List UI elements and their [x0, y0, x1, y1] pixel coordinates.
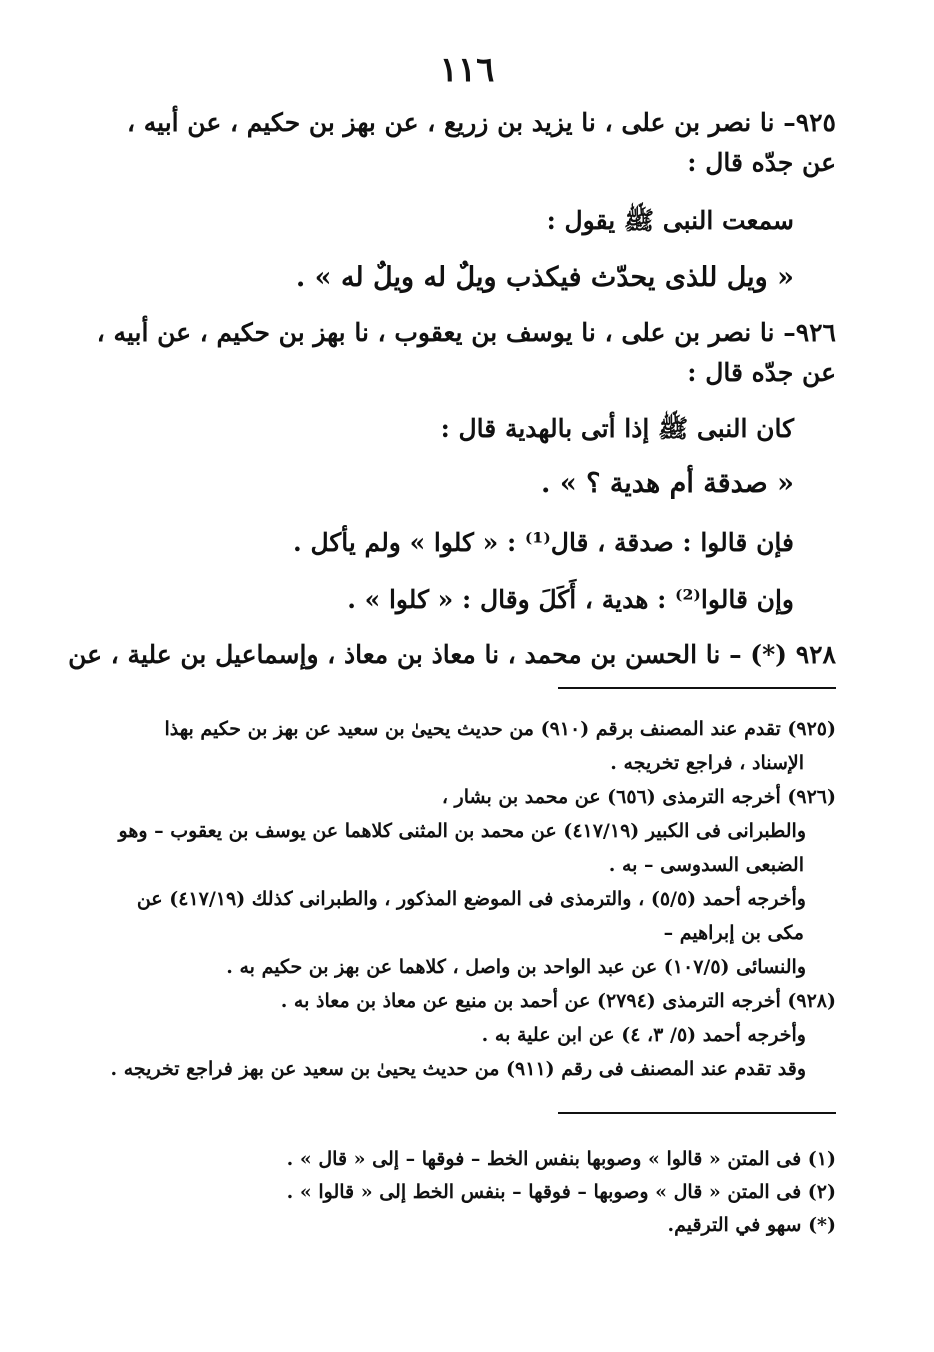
note-line: الضبعى السدوسى – به . — [608, 854, 804, 876]
hadith-925-line-2: عن جدّه قال : — [687, 148, 836, 177]
footnote-star: (*) سهو في الترقيم. — [667, 1214, 836, 1236]
hadith-926-line-6: وإن قالوا⁽²⁾ : هدية ، أَكَلَ وقال : « كلوا » . — [347, 585, 794, 614]
footnote-2: (٢) فى المتن « قال » وصوبها – فوقها – بنفس الخط إلى « قالوا » . — [286, 1181, 836, 1203]
hadith-926-line-5: فإن قالوا : صدقة ، قال⁽¹⁾ : « كلوا » ولم يأكل . — [293, 528, 794, 557]
hadith-926-quote: « صدقة أم هدية ؟ » . — [541, 468, 794, 499]
note-line: وقد تقدم عند المصنف فى رقم (٩١١) من حديث يحيىٰ بن سعيد عن بهز فراجع تخريجه . — [110, 1058, 806, 1080]
hadith-926-line-1: ٩٢٦– نا نصر بن على ، نا يوسف بن يعقوب ، نا بهز بن حكيم ، عن أبيه ، — [96, 318, 836, 347]
footnotes-divider — [558, 1112, 836, 1114]
footnote-1: (١) فى المتن « قالوا » وصوبها بنفس الخط – فوقها – إلى « قال » . — [286, 1148, 836, 1170]
hadith-925-line-1: ٩٢٥– نا نصر بن على ، نا يزيد بن زريع ، عن بهز بن حكيم ، عن أبيه ، — [126, 108, 836, 137]
note-line: (٩٢٦) أخرجه الترمذى (٦٥٦) عن محمد بن بشار ، — [441, 786, 836, 808]
page-number: ١١٦ — [439, 50, 495, 90]
note-line: (٩٢٥) تقدم عند المصنف برقم (٩١٠) من حديث يحيىٰ بن سعيد عن بهز بن حكيم بهذا — [164, 718, 836, 740]
note-line: (٩٢٨) أخرجه الترمذى (٢٧٩٤) عن أحمد بن منيع عن معاذ بن معاذ به . — [280, 990, 836, 1012]
notes-divider — [558, 687, 836, 689]
hadith-928-line-1: ٩٢٨ (*) – نا الحسن بن محمد ، نا معاذ بن معاذ ، وإسماعيل بن علية ، عن — [68, 640, 836, 669]
note-line: وأخرجه أحمد (٥/٥) ، والترمذى فى الموضع المذكور ، والطبرانى كذلك (٤١٧/١٩) عن — [136, 888, 806, 910]
note-line: وأخرجه أحمد (٥/ ٣، ٤) عن ابن علية به . — [481, 1024, 806, 1046]
note-line: والنسائى (١٠٧/٥) عن عبد الواحد بن واصل ، كلاهما عن بهز بن حكيم به . — [226, 956, 806, 978]
hadith-925-quote: « ويل للذى يحدّث فيكذب ويلٌ له ويلٌ له » . — [295, 262, 794, 293]
hadith-926-line-3: كان النبى ﷺ إذا أتى بالهدية قال : — [440, 414, 794, 443]
note-line: الإسناد ، فراجع تخريجه . — [610, 752, 804, 774]
note-line: مكى بن إبراهيم – — [663, 922, 804, 944]
note-line: والطبرانى فى الكبير (٤١٧/١٩) عن محمد بن المثنى كلاهما عن يوسف بن يعقوب – وهو — [118, 820, 806, 842]
hadith-925-line-3: سمعت النبى ﷺ يقول : — [546, 206, 794, 235]
hadith-926-line-2: عن جدّه قال : — [687, 358, 836, 387]
